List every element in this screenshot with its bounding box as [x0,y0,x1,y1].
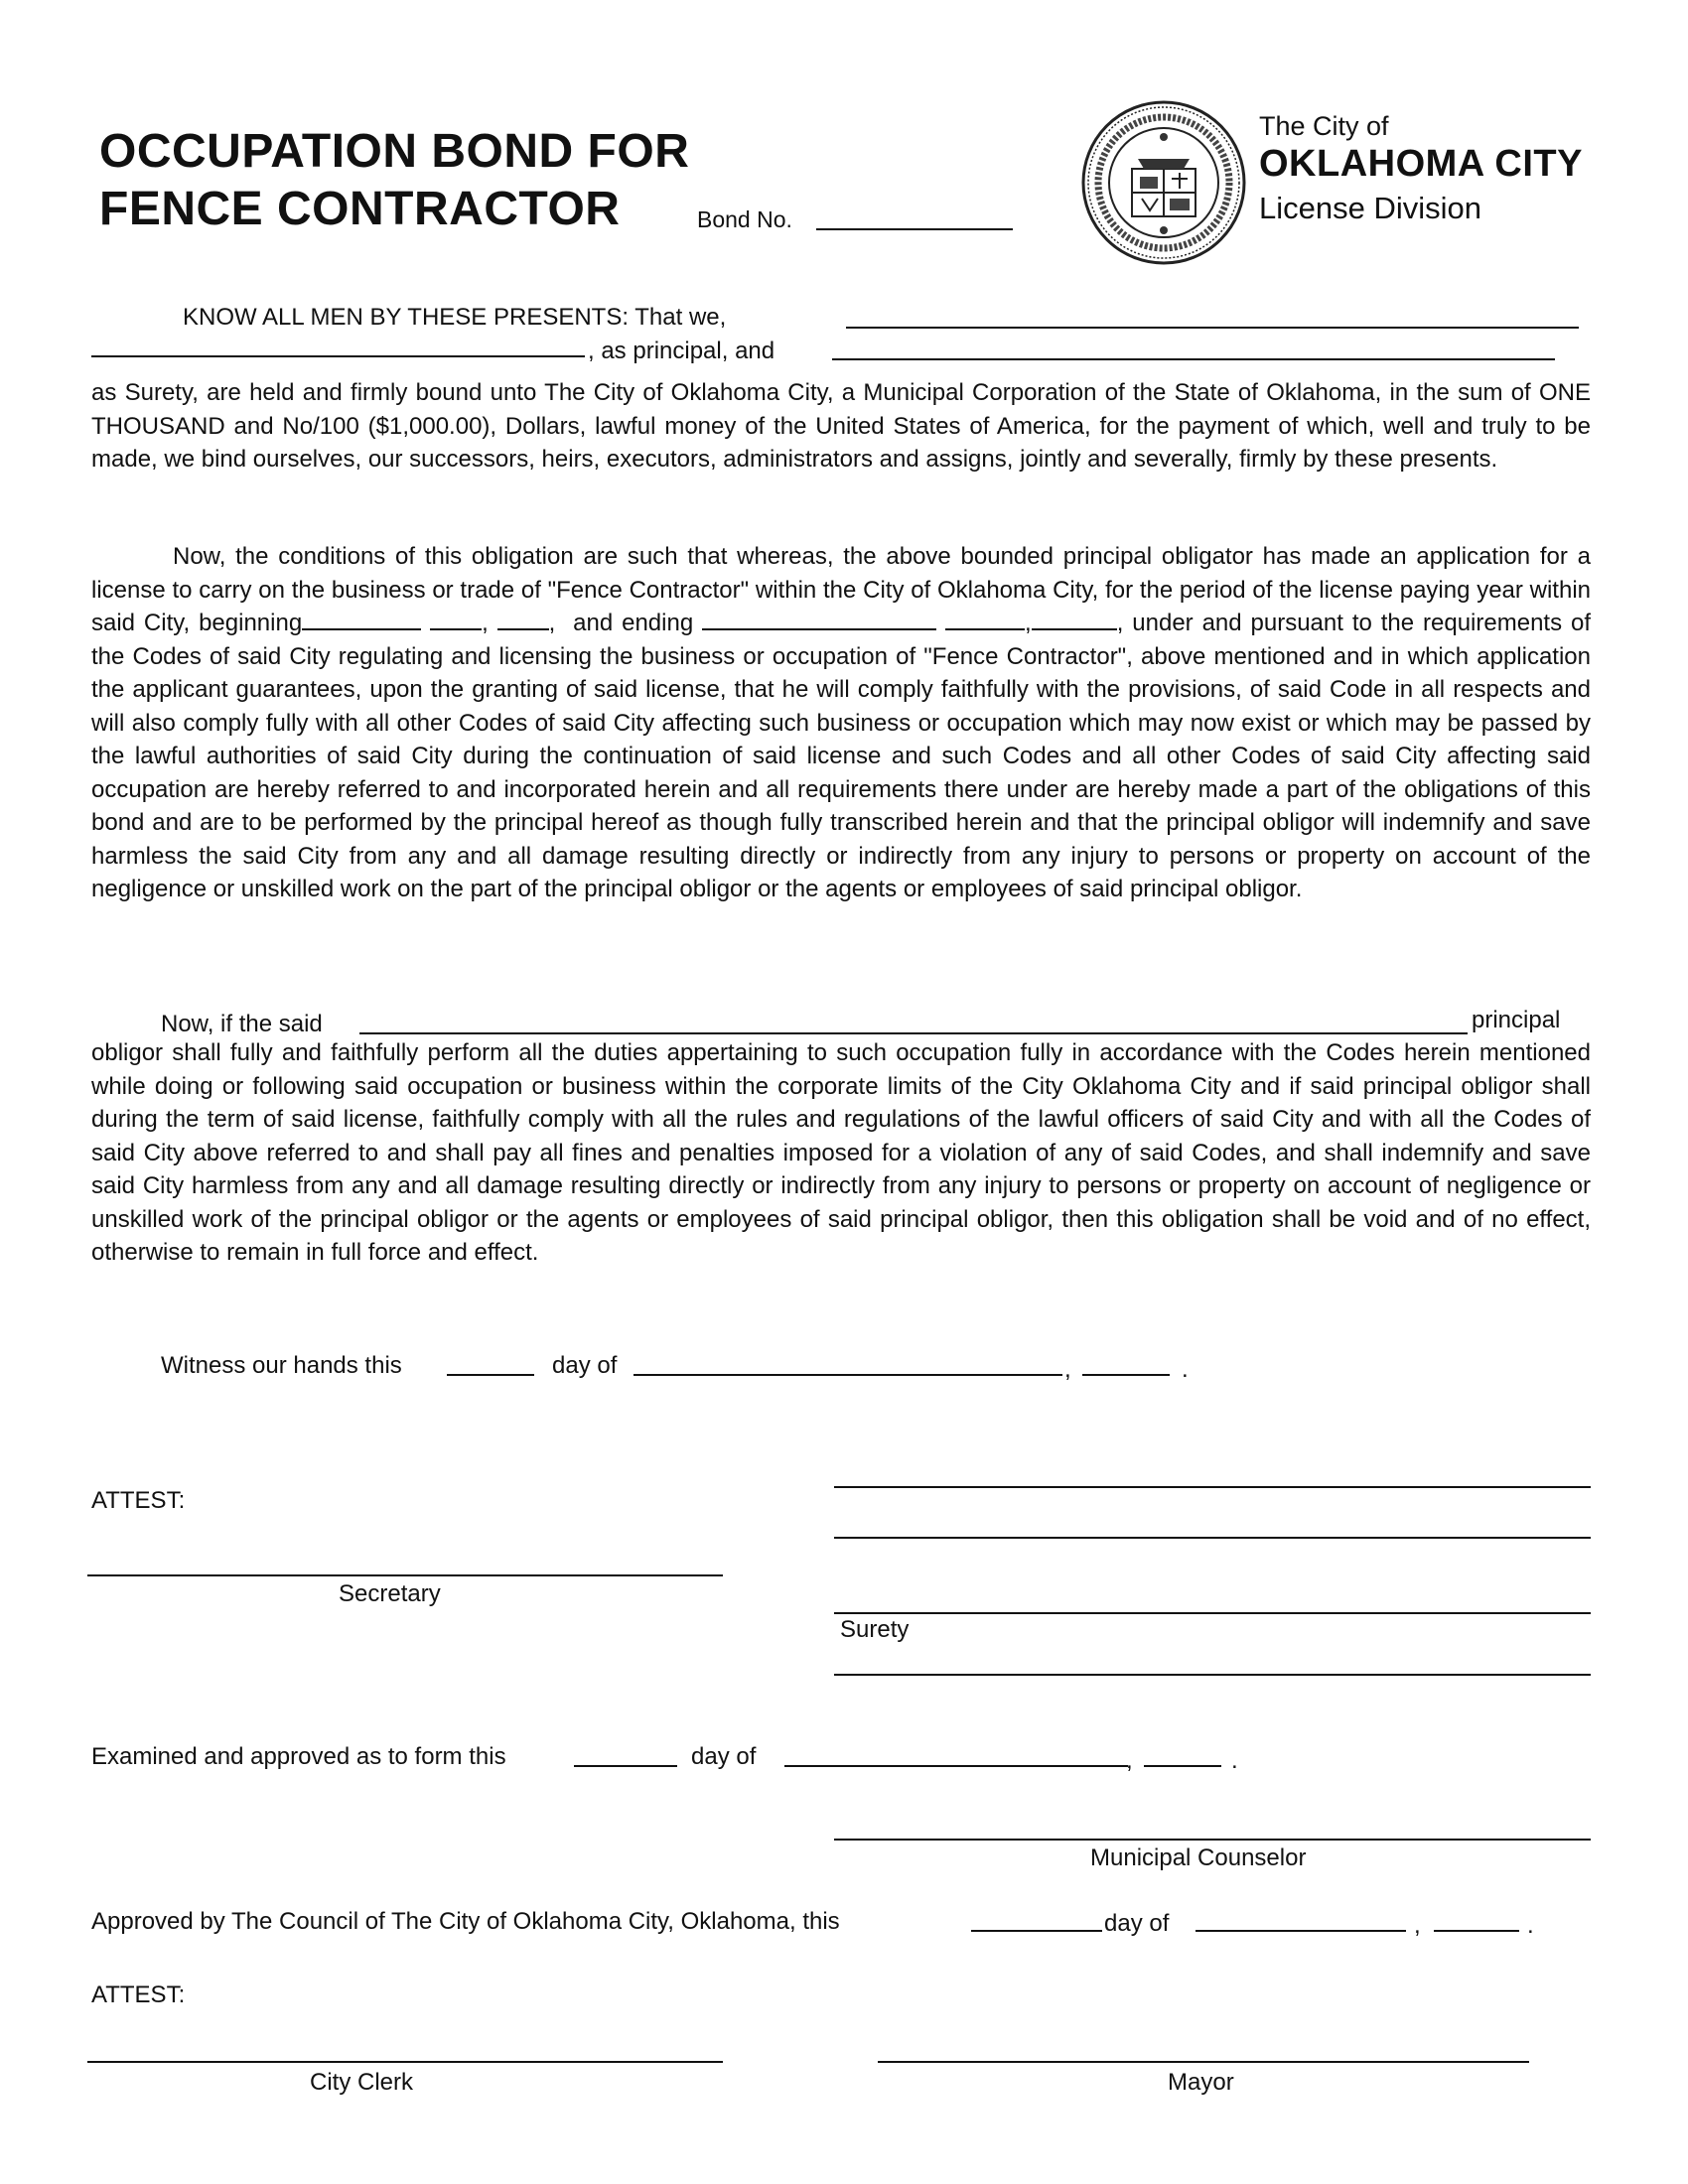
witness-comma: , [1064,1356,1071,1383]
principal-signature-line[interactable] [834,1486,1591,1488]
as-principal-text: , as principal, and [588,338,775,364]
principal-address-field[interactable] [91,355,585,357]
examined-day-of: day of [691,1743,757,1770]
bond-no-label: Bond No. [697,206,792,232]
principal-signature-line-2[interactable] [834,1537,1591,1539]
principal-text: principal [1472,1007,1561,1033]
examined-comma: , [1126,1747,1133,1774]
secretary-label: Secretary [339,1580,441,1607]
surety-label: Surety [840,1616,910,1643]
mayor-signature-line[interactable] [878,2061,1529,2063]
witness-day-of: day of [552,1352,618,1379]
witness-period: . [1182,1356,1189,1383]
beginning-month-field[interactable] [302,609,421,630]
surety-signature-line[interactable] [834,1612,1591,1614]
council-comma: , [1414,1912,1421,1939]
conditions-text-part1: Now, the conditions of this obligation are such that whereas, the above bounded principal obligator has made an application for a license to carry on the business or trade of "Fence Contractor" within the City of Oklahoma City, for the period of the license paying year within said City, beginning [91,543,1591,636]
conditions-text-part2: under and pursuant to the requirements of the Codes of said City regulating and licensing the business or occupation of "Fence Contractor", above mentioned and in which application the applicant guarantees, upon the granting of said license, that he will comply faithfully with the provisions, of said Code in all respects and will also comply fully with all other Codes of said City affecting such business or occupation which may now exist or which may be passed by the lawful authorities of said City during the continuation of said license and such Codes and all other Codes of said City affecting said occupation are hereby referred to and incorporated herein and all requirements there under are hereby made a part of the obligations of this bond and are to be performed by the principal hereof as though fully transcribed herein and that the principal obligor will indemnify and save harmless the said City from any and all damage resulting directly or indirectly from any injury to persons or property on account of the negligence or unskilled work on the part of the principal obligor or the agents or employees of said principal obligor. [91,610,1592,902]
surety-name-field[interactable] [832,358,1555,360]
principal-name-field[interactable] [846,327,1579,329]
city-clerk-label: City Clerk [310,2069,414,2096]
city-of-label: The City of [1259,111,1389,141]
division-label: License Division [1259,191,1481,225]
council-period: . [1527,1912,1534,1939]
surety-signature-line-2[interactable] [834,1674,1591,1676]
beginning-year-field[interactable] [497,609,549,630]
city-name: OKLAHOMA CITY [1259,143,1583,185]
ending-month-field[interactable] [702,609,936,630]
witness-text: Witness our hands this [161,1352,402,1379]
ending-day-field[interactable] [945,609,1025,630]
examined-text: Examined and approved as to form this [91,1743,506,1770]
attest-label: ATTEST: [91,1487,186,1514]
witness-year-field[interactable] [1082,1374,1170,1376]
and-ending-text: and ending [573,610,694,636]
surety-paragraph: as Surety, are held and firmly bound unto The City of Oklahoma City, a Municipal Corporation of the State of Oklahoma, in the sum of ONE THOUSAND and No/100 ($1,000.00), Dollars, lawful money of the United States of America, for the payment of which, well and truly to be made, we bind ourselves, our successors, heirs, executors, administrators and assigns, jointly and severally, firmly by these presents. [91,379,1591,473]
performance-paragraph: obligor shall fully and faithfully perform all the duties appertaining to such occupation fully in accordance with the Codes herein mentioned while doing or following said occupation or business within the corporate limits of the City Oklahoma City and if said principal obligor shall during the term of said license, faithfully comply with all the rules and regulations of the lawful officers of said City and with all the Codes of said City above referred to and shall pay all fines and penalties imposed for a violation of any of said Codes, and shall indemnify and save said City harmless from any and all damage resulting directly or indirectly from any injury to persons or property on account of negligence or unskilled work of the principal obligor or the agents or employees of said principal obligor, then this obligation shall be void and of no effect, otherwise to remain in full force and effect. [91,1039,1591,1266]
form-title-line2: FENCE CONTRACTOR [99,183,621,235]
examined-day-field[interactable] [574,1765,677,1767]
council-day-field[interactable] [971,1930,1102,1932]
beginning-day-field[interactable] [430,609,482,630]
witness-month-field[interactable] [633,1374,1062,1376]
conditions-paragraph: Now, the conditions of this obligation are such that whereas, the above bounded principal obligator has made an application for a license to carry on the business or trade of "Fence Contractor" within the City of Oklahoma City, for the period of the license paying year within said City, beginning , , and ending , , under and pursuant to the requirements of the Codes of said City regulating and licensing the business or occupation of "Fence Contractor", above mentioned and in which application the applicant guarantees, upon the granting of said license, that he will comply faithfully with the provisions, of said Code in all respects and will also comply fully with all other Codes of said City affecting such business or occupation which may now exist or which may be passed by the lawful authorities of said City during the continuation of said license and such Codes and all other Codes of said City affecting said occupation are hereby referred to and incorporated herein and all requirements there under are hereby made a part of the obligations of this bond and are to be performed by the principal hereof as though fully transcribed herein and that the principal obligor will indemnify and save harmless the said City from any and all damage resulting directly or indirectly from any injury to persons or property on account of the negligence or unskilled work on the part of the principal obligor or the agents or employees of said principal obligor. [91,543,1592,902]
council-month-field[interactable] [1196,1930,1406,1932]
form-title-line1: OCCUPATION BOND FOR [99,125,690,178]
examined-year-field[interactable] [1144,1765,1221,1767]
mayor-label: Mayor [1168,2069,1234,2096]
municipal-counselor-label: Municipal Counselor [1090,1844,1307,1871]
examined-period: . [1231,1747,1238,1774]
secretary-signature-line[interactable] [87,1574,723,1576]
examined-month-field[interactable] [784,1765,1128,1767]
city-clerk-signature-line[interactable] [87,2061,723,2063]
principal-obligor-name-field[interactable] [359,1032,1468,1034]
know-all-text: KNOW ALL MEN BY THESE PRESENTS: That we, [183,304,727,331]
witness-day-field[interactable] [447,1374,534,1376]
council-year-field[interactable] [1434,1930,1519,1932]
attest-label-2: ATTEST: [91,1981,186,2008]
ending-year-field[interactable] [1032,609,1117,630]
council-day-of: day of [1104,1910,1170,1937]
municipal-counselor-signature-line[interactable] [834,1839,1591,1841]
bond-no-field[interactable] [816,228,1013,230]
council-approval-text: Approved by The Council of The City of Oklahoma City, Oklahoma, this [91,1908,840,1935]
now-if-text: Now, if the said [161,1011,323,1037]
city-seal-icon [1080,99,1247,266]
